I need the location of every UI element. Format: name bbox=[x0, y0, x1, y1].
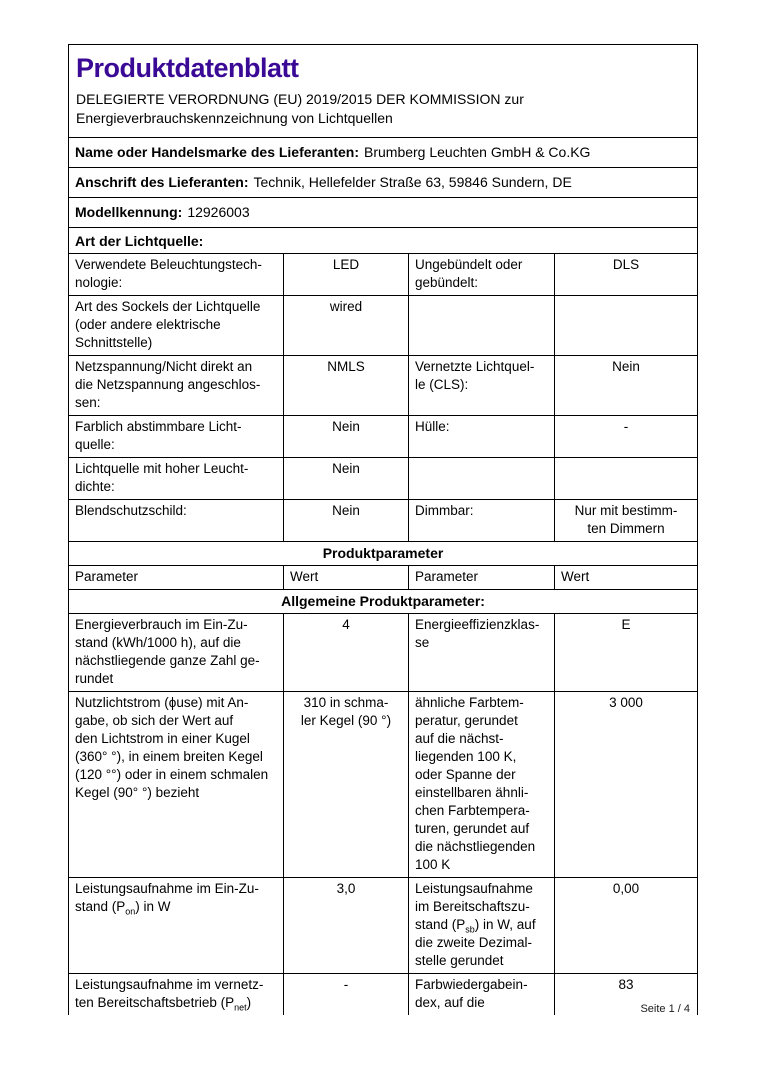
document-table bbox=[68, 44, 698, 1015]
general-parameter-header: Allgemeine Produktparameter: bbox=[69, 590, 698, 614]
model-id-label: Modellkennung: bbox=[75, 204, 183, 220]
column-header: Parameter bbox=[409, 566, 555, 590]
spec-value: DLS bbox=[555, 254, 698, 296]
param-label: Nutzlichtstrom (ϕuse) mit An- gabe, ob sich der Wert auf den Lichtstrom in einer Kugel (360° °), in einem breiten Kegel (120 °°) oder in einem schmalen Kegel (90° °) bezieht bbox=[69, 692, 284, 878]
param-value: - bbox=[284, 974, 409, 1016]
param-label: Leistungsaufnahme im Ein-Zu- stand $(P_{on})$ in W bbox=[69, 878, 284, 974]
title-block bbox=[69, 45, 698, 138]
spec-row bbox=[69, 500, 698, 542]
spec-row bbox=[69, 356, 698, 416]
spec-value bbox=[555, 458, 698, 500]
spec-param-label: Verwendete Beleuchtungstech- nologie: bbox=[69, 254, 284, 296]
spec-param-label bbox=[409, 458, 555, 500]
regulation-subtitle: DELEGIERTE VERORDNUNG (EU) 2019/2015 DER KOMMISSION zur Energieverbrauchskennzeichnung von Lichtquellen bbox=[76, 91, 524, 126]
spec-param-label: Blendschutzschild: bbox=[69, 500, 284, 542]
product-parameter-header: Produktparameter bbox=[69, 542, 698, 566]
spec-value: Nein bbox=[284, 500, 409, 542]
spec-param-label: Ungebündelt oder gebündelt: bbox=[409, 254, 555, 296]
spec-row bbox=[69, 254, 698, 296]
param-value: E bbox=[555, 614, 698, 692]
param-value: 83 bbox=[555, 974, 698, 1016]
param-value: 3,0 bbox=[284, 878, 409, 974]
param-row bbox=[69, 878, 698, 974]
spec-param-label: Art des Sockels der Lichtquelle (oder andere elektrische Schnittstelle) bbox=[69, 296, 284, 356]
column-header: Wert bbox=[555, 566, 698, 590]
spec-value: - bbox=[555, 416, 698, 458]
param-value: 0,00 bbox=[555, 878, 698, 974]
param-row bbox=[69, 614, 698, 692]
model-id-value: 12926003 bbox=[187, 204, 250, 220]
light-source-type-label: Art der Lichtquelle: bbox=[75, 233, 204, 249]
supplier-name-value: Brumberg Leuchten GmbH & Co.KG bbox=[364, 144, 591, 160]
spec-value bbox=[555, 296, 698, 356]
spec-value: Nein bbox=[284, 458, 409, 500]
spec-value: Nur mit bestimm- ten Dimmern bbox=[555, 500, 698, 542]
supplier-address-row bbox=[69, 168, 698, 198]
param-label: ähnliche Farbtem- peratur, gerundet auf die nächst- liegenden 100 K, oder Spanne der einstellbaren ähnli- chen Farbtempera- turen, gerundet auf die nächstliegenden 100 K bbox=[409, 692, 555, 878]
spec-param-label: Dimmbar: bbox=[409, 500, 555, 542]
spec-row bbox=[69, 458, 698, 500]
model-id-row bbox=[69, 198, 698, 228]
param-value: 310 in schma- ler Kegel (90 °) bbox=[284, 692, 409, 878]
param-label: Farbwiedergabein- dex, auf die bbox=[409, 974, 555, 1016]
column-header: Parameter bbox=[69, 566, 284, 590]
param-value: 3 000 bbox=[555, 692, 698, 878]
param-label: Leistungsaufnahme im Bereitschaftszu- stand $(P_{sb})$ in W, auf die zweite Dezimal- stelle gerundet bbox=[409, 878, 555, 974]
spec-param-label: Netzspannung/Nicht direkt an die Netzspannung angeschlos- sen: bbox=[69, 356, 284, 416]
spec-param-label: Hülle: bbox=[409, 416, 555, 458]
column-header: Wert bbox=[284, 566, 409, 590]
spec-value: Nein bbox=[284, 416, 409, 458]
column-header-row bbox=[69, 566, 698, 590]
supplier-address-label: Anschrift des Lieferanten: bbox=[75, 174, 249, 190]
param-label: Energieeffizienzklas- se bbox=[409, 614, 555, 692]
spec-row bbox=[69, 416, 698, 458]
footer-page-number: Seite 1 / 4 bbox=[640, 1003, 690, 1015]
spec-param-label: Lichtquelle mit hoher Leucht- dichte: bbox=[69, 458, 284, 500]
spec-value: LED bbox=[284, 254, 409, 296]
spec-param-label bbox=[409, 296, 555, 356]
param-row-clipped bbox=[69, 974, 698, 1016]
page-title: Produktdatenblatt bbox=[76, 53, 299, 83]
supplier-name-label: Name oder Handelsmarke des Lieferanten: bbox=[75, 144, 359, 160]
param-row bbox=[69, 692, 698, 878]
spec-row bbox=[69, 296, 698, 356]
spec-param-label: Farblich abstimmbare Licht- quelle: bbox=[69, 416, 284, 458]
spec-value: wired bbox=[284, 296, 409, 356]
param-label: Energieverbrauch im Ein-Zu- stand (kWh/1000 h), auf die nächstliegende ganze Zahl ge- rundet bbox=[69, 614, 284, 692]
param-value: 4 bbox=[284, 614, 409, 692]
spec-param-label: Vernetzte Lichtquel- le (CLS): bbox=[409, 356, 555, 416]
supplier-address-value: Technik, Hellefelder Straße 63, 59846 Sundern, DE bbox=[253, 174, 572, 190]
param-label: Leistungsaufnahme im vernetz- ten Bereitschaftsbetrieb $(P_{net})$ bbox=[69, 974, 284, 1016]
light-source-type-row bbox=[69, 228, 698, 254]
spec-value: Nein bbox=[555, 356, 698, 416]
spec-value: NMLS bbox=[284, 356, 409, 416]
supplier-name-row bbox=[69, 138, 698, 168]
